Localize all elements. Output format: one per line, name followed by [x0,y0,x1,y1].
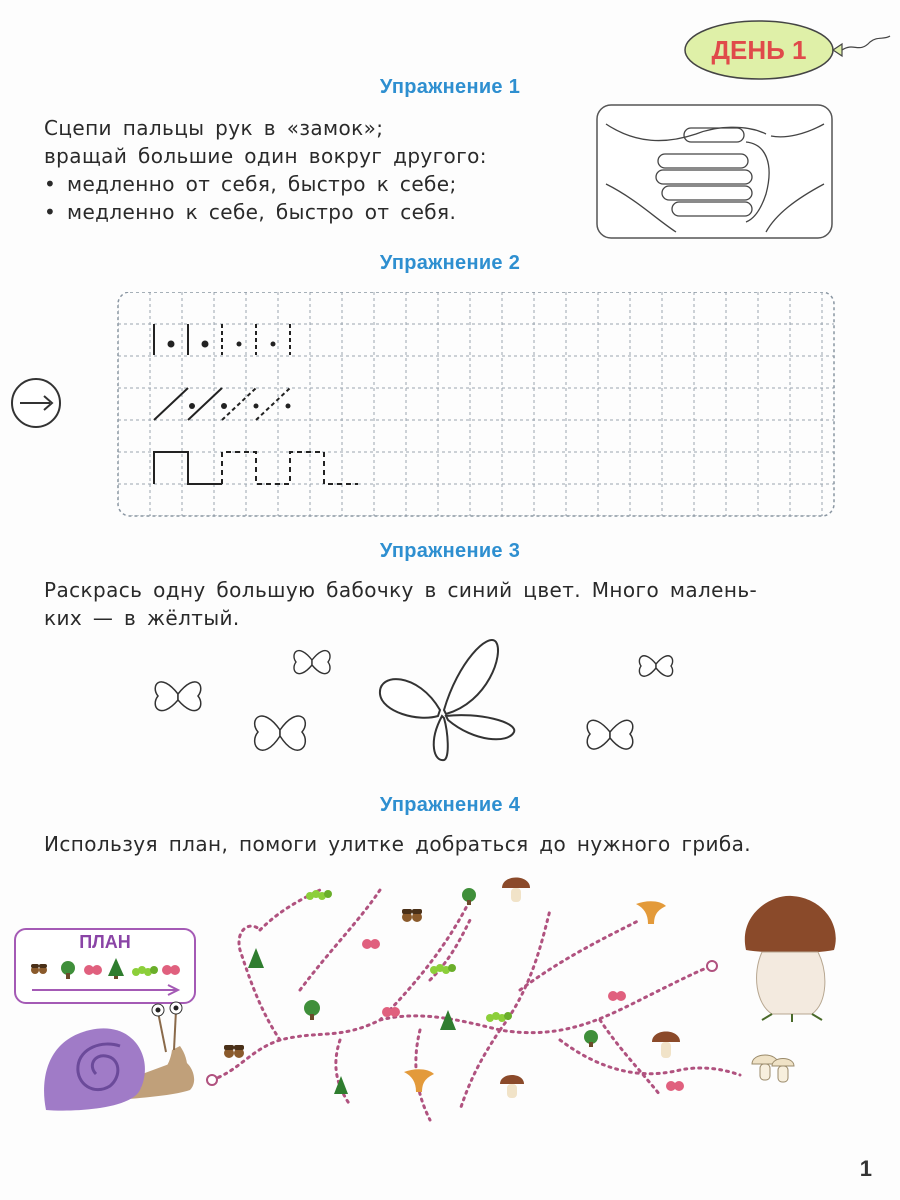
butterfly-small-icon [155,682,201,711]
exercise3-text [44,576,844,632]
snail-icon [44,1002,194,1111]
butterfly-small-icon [587,720,633,749]
exercise1-line: вращай большие один вокруг другого: [44,144,487,168]
caterpillar-icon [486,1012,512,1022]
exercise4-text: Используя план, помоги улитке добраться до нужного гриба. [44,832,752,856]
maze-paths [212,890,740,1120]
hands-illustration [596,104,834,240]
exercise1-line: • медленно от себя, быстро к себе; [44,172,457,196]
acorns-icon [402,909,422,922]
fir-tree-icon [334,1076,348,1094]
exercise1-line: Сцепи пальцы рук в «замок»; [44,116,384,140]
butterfly-small-icon [255,716,306,750]
exercise3-line: Раскрась одну большую бабочку в синий цвет. Много малень- [44,578,758,602]
tree-icon [304,1000,320,1020]
butterfly-icon [666,1081,684,1091]
pattern-row-2 [154,388,291,420]
porcini-mushroom-icon [745,896,836,1022]
chanterelle-icon [404,1069,434,1092]
exercise1-line: • медленно к себе, быстро от себя. [44,200,457,224]
day-label: ДЕНЬ 1 [711,34,807,65]
exercise1-title: Упражнение 1 [379,76,521,98]
butterflies-illustration [130,626,700,776]
page-number: 1 [859,1156,872,1181]
day-badge [684,20,834,80]
exercise1-text [44,114,574,226]
butterfly-icon [608,991,626,1001]
plan-title: ПЛАН [79,932,131,952]
fir-tree-icon [440,1010,456,1030]
butterfly-icon [362,939,380,949]
exercise4-title: Упражнение 4 [379,794,521,816]
butterfly-large-icon [380,640,514,760]
caterpillar-icon [430,964,456,974]
butterfly-small-icon [639,656,672,676]
arrow-right-icon [12,379,60,427]
mushroom-icon [652,1032,680,1059]
caterpillar-icon [306,890,332,900]
butterfly-small-icon [294,651,330,674]
chanterelle-icon [636,901,666,924]
mushroom-icon [502,878,530,903]
exercise2-title: Упражнение 2 [379,252,521,274]
acorns-icon [224,1045,244,1058]
tree-icon [584,1030,598,1047]
white-mushrooms-icon [752,1055,794,1082]
exercise2-grid [6,292,836,520]
exercise3-line: ких — в жёлтый. [44,606,240,630]
pattern-row-3 [154,452,358,484]
fir-tree-icon [248,948,264,968]
exercise3-title: Упражнение 3 [379,540,521,562]
pattern-row-1 [154,324,290,355]
maze-illustration [0,870,900,1140]
tree-icon [462,888,476,905]
mushroom-icon [500,1075,524,1098]
